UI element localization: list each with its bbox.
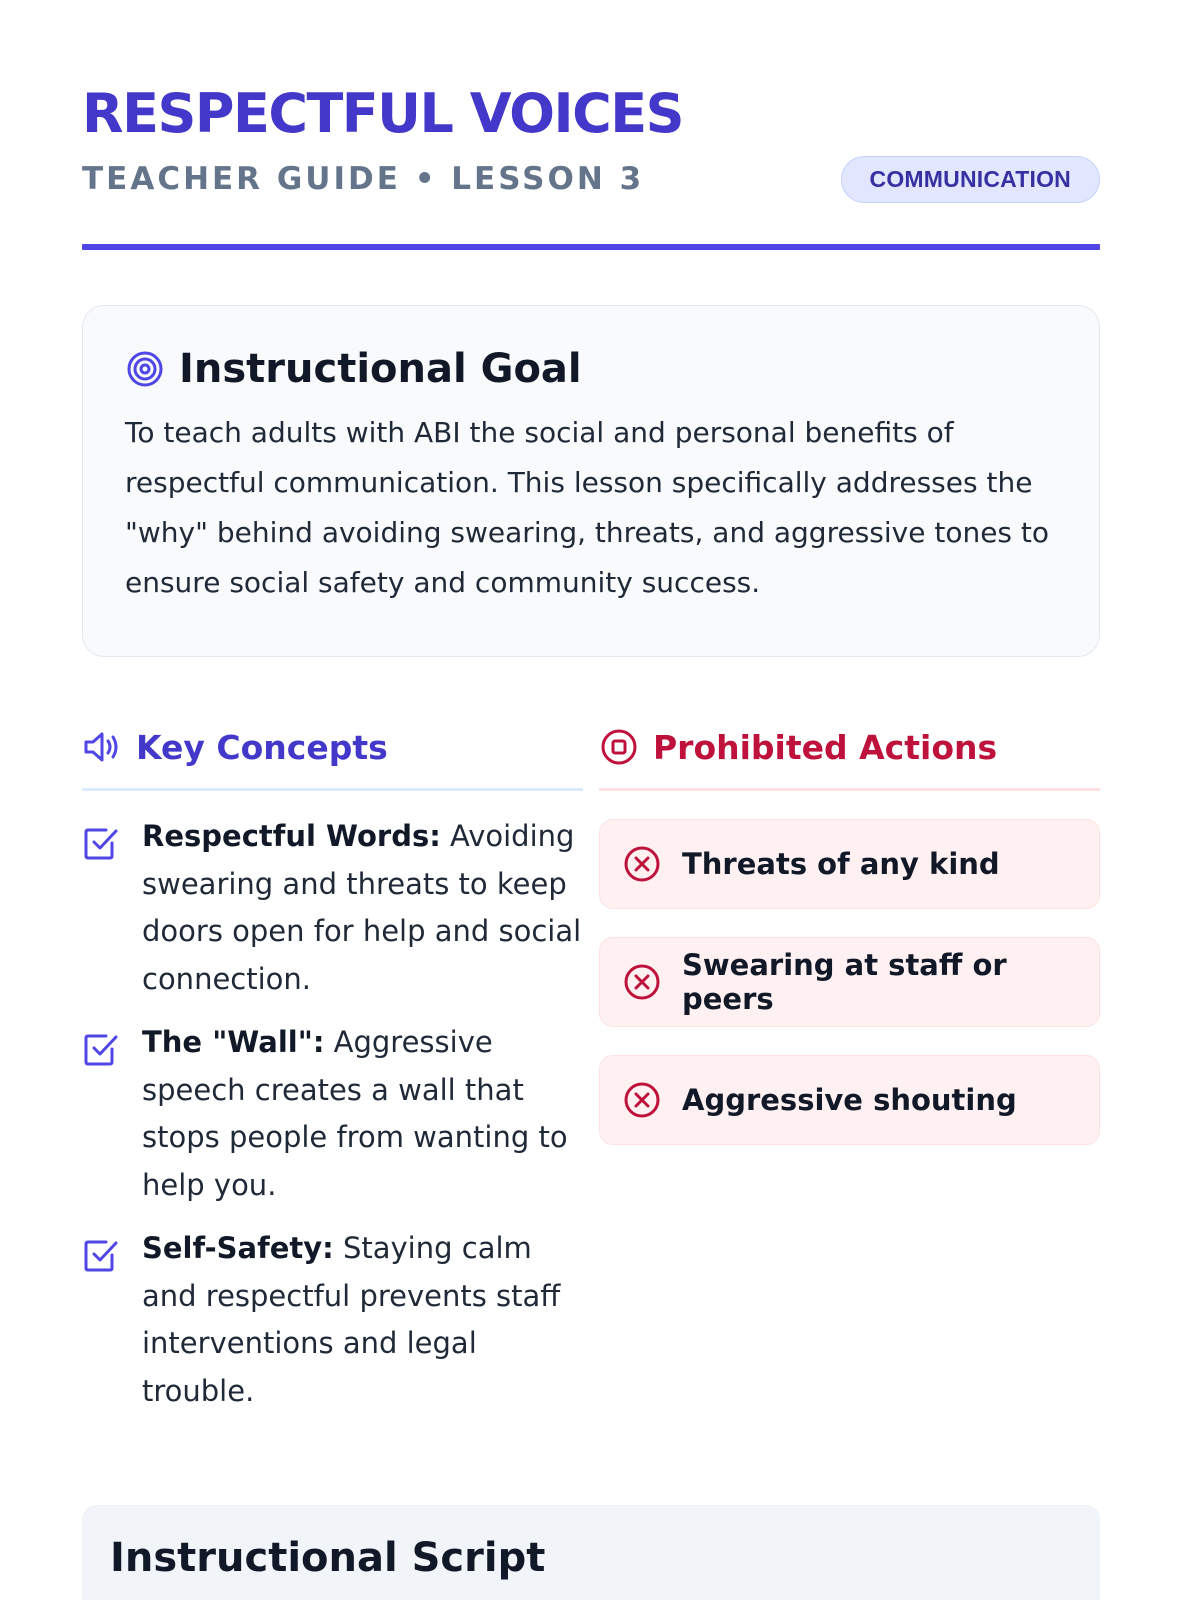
checkbox-icon bbox=[82, 821, 142, 863]
prohibited-item bbox=[599, 1055, 1100, 1145]
stop-icon bbox=[599, 727, 639, 767]
two-column-section bbox=[82, 722, 1100, 1439]
concept-description: Aggressive speech creates a wall that stops people from wanting to help you. bbox=[142, 1025, 568, 1202]
goal-title: Instructional Goal bbox=[179, 346, 582, 392]
prohibited-item bbox=[599, 937, 1100, 1027]
concept-text bbox=[142, 1225, 583, 1415]
goal-description: To teach adults with ABI the social and personal benefits of respectful communication. This lesson specifically addresses the "why" behind avoiding swearing, threats, and aggressive tones to ensure social safety and community success. bbox=[125, 416, 1050, 599]
concept-item bbox=[82, 1027, 583, 1209]
concept-term: Self-Safety: bbox=[142, 1231, 334, 1265]
concept-description: Staying calm and respectful prevents staff interventions and legal trouble. bbox=[142, 1231, 561, 1408]
header-divider bbox=[82, 244, 1100, 250]
prohibited-actions-section bbox=[599, 722, 1100, 1439]
goal-heading bbox=[125, 346, 1059, 392]
prohibited-item-label: Threats of any kind bbox=[682, 847, 1000, 881]
concept-text bbox=[142, 1019, 583, 1209]
x-circle-icon bbox=[622, 962, 662, 1002]
x-circle-icon bbox=[622, 844, 662, 884]
instructional-script-section bbox=[82, 1505, 1100, 1600]
prohibited-list bbox=[599, 819, 1100, 1145]
concept-description: Avoiding swearing and threats to keep doors open for help and social connection. bbox=[142, 819, 582, 996]
prohibited-item-label: Swearing at staff or peers bbox=[682, 948, 1007, 1016]
concept-text bbox=[142, 813, 583, 1003]
key-concepts-title: Key Concepts bbox=[136, 727, 388, 767]
key-concepts-heading bbox=[82, 722, 583, 791]
concept-item bbox=[82, 821, 583, 1003]
concept-list bbox=[82, 821, 583, 1415]
lesson-subtitle: TEACHER GUIDE • LESSON 3 bbox=[82, 161, 645, 197]
prohibited-item-label: Aggressive shouting bbox=[682, 1083, 1017, 1117]
prohibited-actions-heading bbox=[599, 722, 1100, 791]
page-header bbox=[82, 0, 1100, 250]
subtitle-row bbox=[82, 154, 1100, 204]
prohibited-item bbox=[599, 819, 1100, 909]
checkbox-icon bbox=[82, 1233, 142, 1275]
page-title: RESPECTFUL VOICES bbox=[82, 82, 683, 145]
concept-term: The "Wall": bbox=[142, 1025, 325, 1059]
instructional-goal-card bbox=[82, 305, 1100, 657]
checkbox-icon bbox=[82, 1027, 142, 1069]
category-badge: COMMUNICATION bbox=[841, 156, 1100, 203]
speaker-icon bbox=[82, 729, 122, 765]
concept-item bbox=[82, 1233, 583, 1415]
prohibited-actions-title: Prohibited Actions bbox=[653, 727, 998, 767]
key-concepts-section bbox=[82, 722, 583, 1439]
x-circle-icon bbox=[622, 1080, 662, 1120]
concept-term: Respectful Words: bbox=[142, 819, 441, 853]
script-title: Instructional Script bbox=[110, 1535, 546, 1581]
target-icon bbox=[125, 349, 165, 389]
